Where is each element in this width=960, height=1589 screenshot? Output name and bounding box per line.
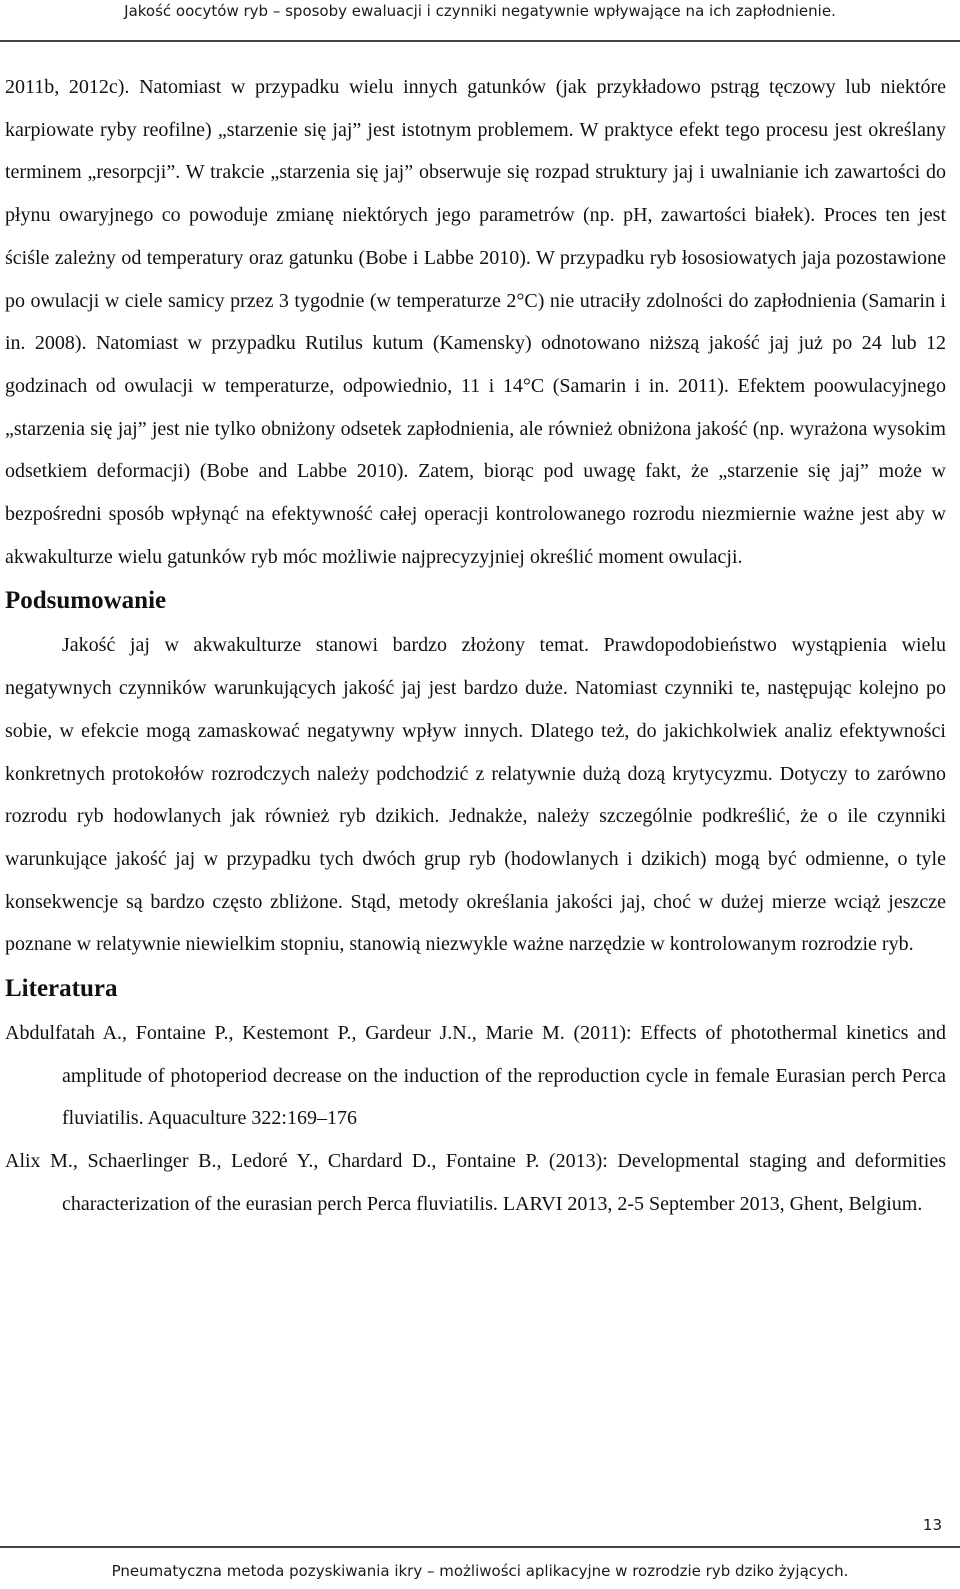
section-heading-literature: Literatura: [5, 975, 118, 1003]
running-header: Jakość oocytów ryb – sposoby ewaluacji i czynniki negatywnie wpływające na ich zapłodnienie.: [124, 2, 836, 20]
main-content: [5, 66, 946, 1226]
header-rule: [0, 40, 960, 42]
reference-item: Alix M., Schaerlinger B., Ledoré Y., Chardard D., Fontaine P. (2013): Developmental staging and deformities characterization of the eurasian perch Perca fluviatilis. LARVI 2013, 2-5 September 2013, Ghent, Belgium.: [5, 1150, 946, 1215]
summary-paragraph: Jakość jaj w akwakulturze stanowi bardzo złożony temat. Prawdopodobieństwo wystąpienia wielu negatywnych czynników warunkujących jakość jaj jest bardzo duże. Natomiast czynniki te, następując kolejno po sobie, w efekcie mogą zamaskować negatywny wpływ innych. Dlatego też, do jakichkolwiek analiz efektywności konkretnych protokołów rozrodczych należy podchodzić z relatywnie dużą dozą krytycyzmu. Dotyczy to zarówno rozrodu ryb hodowlanych jak również ryb dzikich. Jednakże, należy szczególnie podkreślić, że o ile czynniki warunkujące jakość jaj w przypadku tych dwóch grup ryb (hodowlanych i dzikich) mogą być odmienne, o tyle konsekwencje są bardzo często zbliżone. Stąd, metody określania jakości jaj, choć w dużej mierze wciąż jeszcze poznane w relatywnie niewielkim stopniu, stanowią niezwykle ważne narzędzie w kontrolowanym rozrodzie ryb.: [5, 634, 946, 956]
running-footer: Pneumatyczna metoda pozyskiwania ikry – możliwości aplikacyjne w rozrodzie ryb dziko żyjących.: [111, 1562, 849, 1580]
reference-item: Abdulfatah A., Fontaine P., Kestemont P., Gardeur J.N., Marie M. (2011): Effects of photothermal kinetics and amplitude of photoperiod decrease on the induction of the reproduction cycle in female Eurasian perch Perca fluviatilis. Aquaculture 322:169–176: [5, 1022, 946, 1130]
body-paragraph: 2011b, 2012c). Natomiast w przypadku wielu innych gatunków (jak przykładowo pstrąg tęczowy lub niektóre karpiowate ryby reofilne) „starzenie się jaj” jest istotnym problemem. W praktyce efekt tego procesu jest określany terminem „resorpcji”. W trakcie „starzenia się jaj” obserwuje się rozpad struktury jaj i uwalnianie ich zawartości do płynu owaryjnego co powoduje zmianę niektórych jego parametrów (np. pH, zawartości białek). Proces ten jest ściśle zależny od temperatury oraz gatunku (Bobe i Labbe 2010). W przypadku ryb łososiowatych jaja pozostawione po owulacji w ciele samicy przez 3 tygodnie (w temperaturze 2°C) nie utraciły zdolności do zapłodnienia (Samarin i in. 2008). Natomiast w przypadku Rutilus kutum (Kamensky) odnotowano niższą jakość jaj już po 24 lub 12 godzinach od owulacji w temperaturze, odpowiednio, 11 i 14°C (Samarin i in. 2011). Efektem poowulacyjnego „starzenia się jaj” jest nie tylko obniżony odsetek zapłodnienia, ale również obniżona jakość (np. wyrażona wysokim odsetkiem deformacji) (Bobe and Labbe 2010). Zatem, biorąc pod uwagę fakt, że „starzenie się jaj” może w bezpośredni sposób wpłynąć na efektywność całej operacji kontrolowanego rozrodu niezmiernie ważne jest aby w akwakulturze wielu gatunków ryb móc możliwie najprecyzyjniej określić moment owulacji.: [5, 76, 946, 568]
reference-list: [5, 1012, 946, 1226]
page-number: 13: [922, 1516, 942, 1534]
section-heading-summary: Podsumowanie: [5, 587, 167, 615]
footer-rule: [0, 1546, 960, 1548]
